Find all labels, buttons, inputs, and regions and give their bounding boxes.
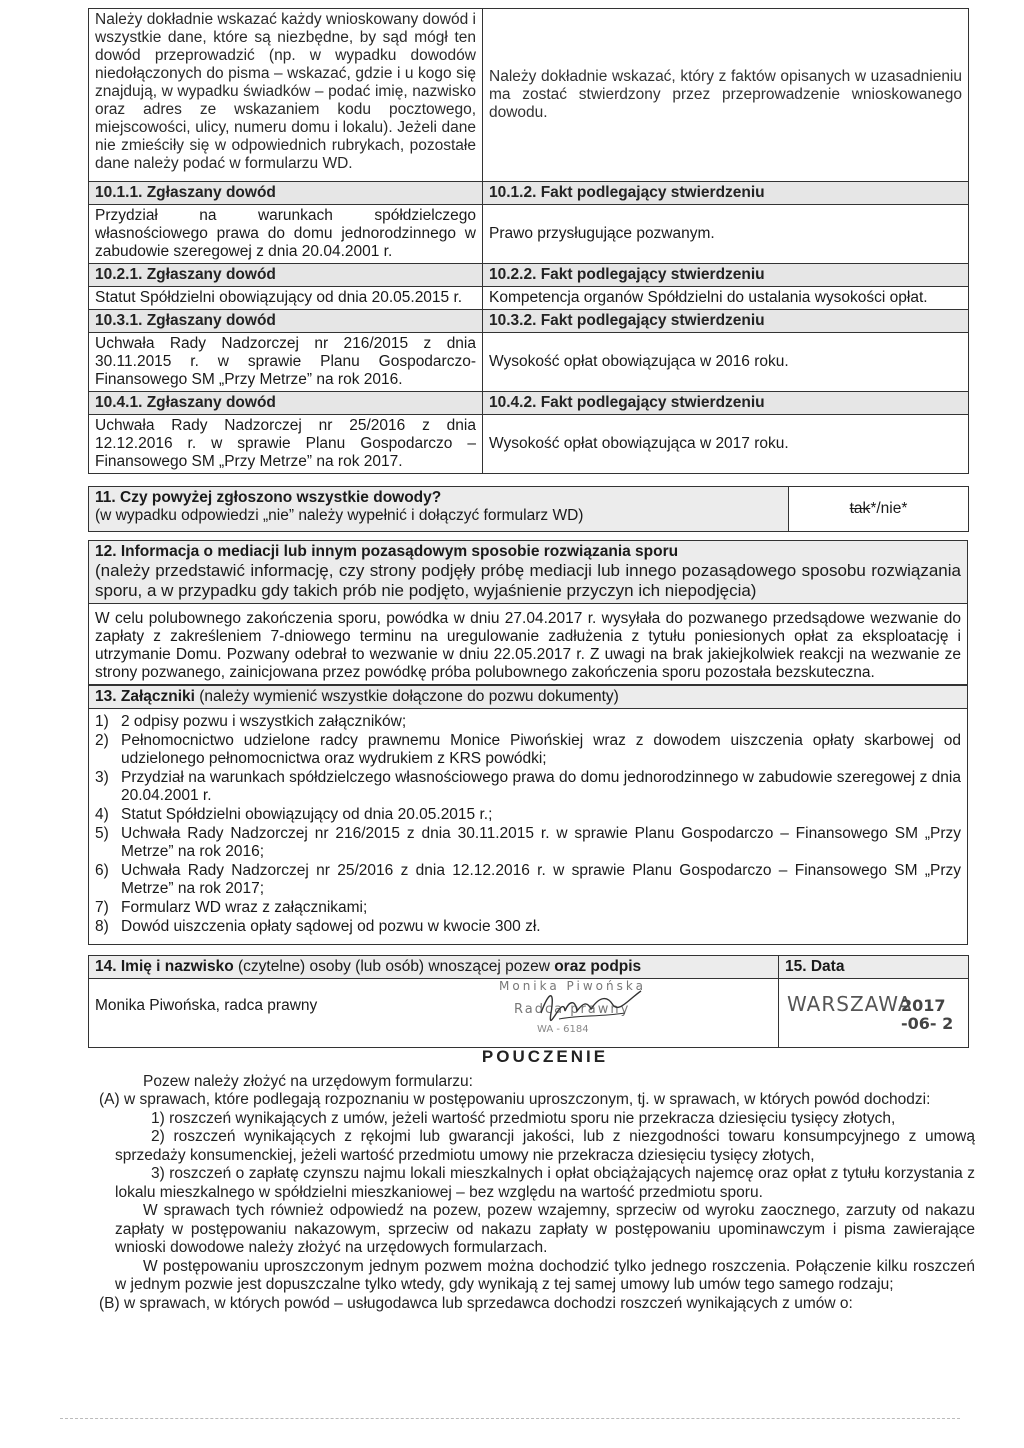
mediation-title: 12. Informacja o mediacji lub innym pozasądowym sposobie rozwiązania sporu [95, 543, 679, 560]
attachment-text: Statut Spółdzielni obowiązujący od dnia 20.05.2015 r.; [121, 806, 493, 823]
evidence-row [89, 287, 969, 310]
evidence-text: Statut Spółdzielni obowiązujący od dnia 20.05.2015 r. [89, 287, 483, 310]
stamp-name: Monika Piwońska [499, 979, 646, 993]
attachment-number: 8) [95, 918, 109, 935]
instructions-title: POUCZENIE [481, 1047, 609, 1066]
attachments-content [89, 709, 968, 945]
intro-left-text: Należy dokładnie wskazać każdy wnioskowany dowód i wszystkie dane, które są niezbędne, by sąd mógł ten dowód przeprowadzić (np. w wypadku dowodów niedołączonych do pisma – wskazać, gdzie i u kogo się znajdują, w wypadku świadków – podać imię, nazwisko oraz adres ze wskazaniem kodu pocztowego, miejscowości, ulicy, numeru domu i lokalu). Jeżeli dane nie zmieściły się w odpowiednich rubrykach, pozostałe dane należy podać w formularzu WD. [89, 9, 483, 182]
evidence-header-row [89, 182, 969, 205]
signature-title: 14. Imię i nazwisko [95, 958, 234, 975]
instructions-paragraph: 3) roszczeń o zapłatę czynszu najmu lokali mieszkalnych i opłat obciążających najemcę oraz opłat z tytułu korzystania z lokalu mieszkalnego w spółdzielni mieszkaniowej – bez względu na wartość przedmiotu sporu. [115, 1165, 975, 1201]
all-evidence-question [89, 487, 789, 532]
mediation-content: W celu polubownego zakończenia sporu, powódka w dniu 27.04.2017 r. wysyłała do pozwanego przedsądowe wezwanie do zapłaty z zakreśleniem 7-dniowego terminu na uregulowanie zadłużenia z tytułu poniesionych opłat za eksploatację i utrzymanie Domu. Pozwany odebrał to wezwanie w dniu 22.05.2017 r. Z uwagi na brak jakiejkolwiek reakcji na wezwanie ze strony pozwanego, zainicjowana przez powódkę próba polubownego zakończenia sporu pozostała bezskuteczna. [89, 604, 968, 685]
attachment-item [95, 825, 961, 861]
intro-row [89, 9, 969, 182]
fact-header: 10.4.2. Fakt podlegający stwierdzeniu [483, 392, 969, 415]
signature-title-note: (czytelne) osoby (lub osób) wnoszącej pozew [238, 958, 550, 975]
attachment-text: 2 odpisy pozwu i wszystkich załączników; [121, 713, 407, 730]
evidence-header: 10.4.1. Zgłaszany dowód [89, 392, 483, 415]
instructions-paragraph: (B) w sprawach, w których powód – usługodawca lub sprzedawca dochodzi roszczeń wynikających z umów o: [99, 1294, 853, 1312]
evidence-header: 10.1.1. Zgłaszany dowód [89, 182, 483, 205]
signature-cell [89, 979, 779, 1048]
fact-header: 10.2.2. Fakt podlegający stwierdzeniu [483, 264, 969, 287]
attachment-text: Przydział na warunkach spółdzielczego własnościowego prawa do domu jednorodzinnego w zabudowie szeregowej z dnia 20.04.2001 r. [121, 769, 961, 804]
attachment-item [95, 769, 961, 805]
section-11 [88, 486, 969, 532]
attachment-number: 6) [95, 862, 109, 879]
evidence-header-row [89, 310, 969, 333]
attachment-item [95, 899, 961, 917]
date-header: 15. Data [779, 956, 969, 979]
fact-text: Wysokość opłat obowiązująca w 2017 roku. [483, 415, 969, 474]
section-12 [88, 540, 968, 685]
attachments-subtitle: (należy wymienić wszystkie dołączone do pozwu dokumenty) [199, 688, 619, 705]
attachment-item [95, 713, 961, 731]
attachment-item [95, 862, 961, 898]
fact-header: 10.1.2. Fakt podlegający stwierdzeniu [483, 182, 969, 205]
instructions-paragraph: W postępowaniu uproszczonym jednym pozwem można dochodzić tylko jednego roszczenia. Połączenie kilku roszczeń w jednym pozwie jest dopuszczalne tylko wtedy, gdy wynikają z tej samej umowy lub umów tego samego rodzaju; [115, 1257, 975, 1293]
evidence-header-row [89, 392, 969, 415]
attachment-number: 1) [95, 713, 109, 730]
answer-no: */nie* [870, 500, 908, 517]
attachment-number: 5) [95, 825, 109, 842]
evidence-row [89, 333, 969, 392]
evidence-text: Uchwała Rady Nadzorczej nr 216/2015 z dnia 30.11.2015 r. w sprawie Planu Gospodarczo-Finansowego SM „Przy Metrze” na rok 2016. [89, 333, 483, 392]
evidence-header: 10.3.1. Zgłaszany dowód [89, 310, 483, 333]
all-evidence-answer[interactable] [789, 487, 969, 532]
instructions-paragraph: W sprawach tych również odpowiedź na pozew, pozew wzajemny, sprzeciw od wyroku zaocznego, zarzuty od nakazu zapłaty w postępowaniu nakazowym, sprzeciw od nakazu zapłaty w postępowaniu upominawczym i pisma zawierające wnioski dowodowe należy złożyć na urzędowych formularzach. [115, 1202, 975, 1256]
signature-header [89, 956, 779, 979]
attachment-number: 7) [95, 899, 109, 916]
attachment-item [95, 732, 961, 768]
attachment-item [95, 918, 961, 936]
attachments-title: 13. Załączniki [95, 688, 195, 705]
court-form [88, 8, 968, 1048]
instructions [99, 1047, 975, 1313]
stamp-number: WA - 6184 [537, 1024, 589, 1035]
attachment-text: Uchwała Rady Nadzorczej nr 25/2016 z dnia 12.12.2016 r. w sprawie Planu Gospodarczo – Finansowego SM „Przy Metrze” na rok 2017; [121, 862, 961, 897]
evidence-table [88, 8, 969, 474]
signatory-name: Monika Piwońska, radca prawny [95, 997, 318, 1014]
attachments-header [89, 686, 968, 709]
instructions-paragraph: 1) roszczeń wynikających z umów, jeżeli wartość przedmiotu sporu nie przekracza dziesięciu tysięcy złotych, [151, 1109, 896, 1127]
attachment-text: Formularz WD wraz z załącznikami; [121, 899, 368, 916]
attachment-text: Pełnomocnictwo udzielone radcy prawnemu Monice Piwońskiej wraz z dowodem uiszczenia opłaty skarbowej od udzielonego pełnomocnictwa oraz wydrukiem z KRS powódki; [121, 732, 961, 767]
evidence-row [89, 415, 969, 474]
instructions-paragraph: 2) roszczeń wynikających z rękojmi lub gwarancji jakości, lub z niezgodności towaru konsumpcyjnego z umową sprzedaży konsumenckiej, jeżeli wartość przedmiotu umowy nie przekracza dziesięciu tysięcy złotych, [115, 1128, 975, 1164]
section-13 [88, 685, 968, 945]
fact-text: Prawo przysługujące pozwanym. [483, 205, 969, 264]
attachment-number: 4) [95, 806, 109, 823]
instructions-paragraph: Pozew należy złożyć na urzędowym formularzu: [143, 1072, 473, 1090]
evidence-text: Uchwała Rady Nadzorczej nr 25/2016 z dnia 12.12.2016 r. w sprawie Planu Gospodarczo – Finansowego SM „Przy Metrze” na rok 2017. [89, 415, 483, 474]
mediation-description: (należy przedstawić informację, czy strony podjęły próbę mediacji lub innego pozasądowego sposobu rozwiązania sporu, a w przypadku gdy takich prób nie podjęto, wyjaśnienie przyczyn ich niepodjęcia) [95, 561, 961, 600]
mediation-header [89, 541, 968, 604]
stamp-role: Radca prawny [514, 1002, 631, 1017]
date-city: WARSZAWA [787, 992, 913, 1016]
attachment-text: Uchwała Rady Nadzorczej nr 216/2015 z dnia 30.11.2015 r. w sprawie Planu Gospodarczo – Finansowego SM „Przy Metrze” na rok 2016; [121, 825, 961, 860]
attachment-item [95, 806, 961, 824]
page-edge-line [60, 1418, 960, 1419]
fact-header: 10.3.2. Fakt podlegający stwierdzeniu [483, 310, 969, 333]
question-text: 11. Czy powyżej zgłoszono wszystkie dowody? [95, 489, 442, 506]
signature-title-end: oraz podpis [554, 958, 642, 975]
question-hint: (w wypadku odpowiedzi „nie” należy wypełnić i dołączyć formularz WD) [95, 507, 584, 524]
instructions-paragraph: (A) w sprawach, które podlegają rozpoznaniu w postępowaniu uproszczonym, tj. w sprawach, w których powód dochodzi: [99, 1091, 931, 1108]
attachment-text: Dowód uiszczenia opłaty sądowej od pozwu w kwocie 300 zł. [121, 918, 541, 935]
fact-text: Wysokość opłat obowiązująca w 2016 roku. [483, 333, 969, 392]
signature-icon [529, 983, 649, 1029]
intro-right-text: Należy dokładnie wskazać, który z faktów opisanych w uzasadnieniu ma zostać stwierdzony przez przeprowadzenie wnioskowanego dowodu. [483, 9, 969, 182]
fact-text: Kompetencja organów Spółdzielni do ustalania wysokości opłat. [483, 287, 969, 310]
date-cell [779, 979, 969, 1048]
section-14-15 [88, 955, 969, 1048]
evidence-row [89, 205, 969, 264]
attachment-number: 2) [95, 732, 109, 749]
answer-yes-struck: tak [849, 500, 871, 517]
evidence-text: Przydział na warunkach spółdzielczego własnościowego prawa do domu jednorodzinnego w zabudowie szeregowej z dnia 20.04.2001 r. [89, 205, 483, 264]
evidence-header-row [89, 264, 969, 287]
evidence-header: 10.2.1. Zgłaszany dowód [89, 264, 483, 287]
attachment-number: 3) [95, 769, 109, 786]
date-value: 2017 -06- 2 [901, 996, 954, 1033]
attachments-list [95, 713, 961, 936]
